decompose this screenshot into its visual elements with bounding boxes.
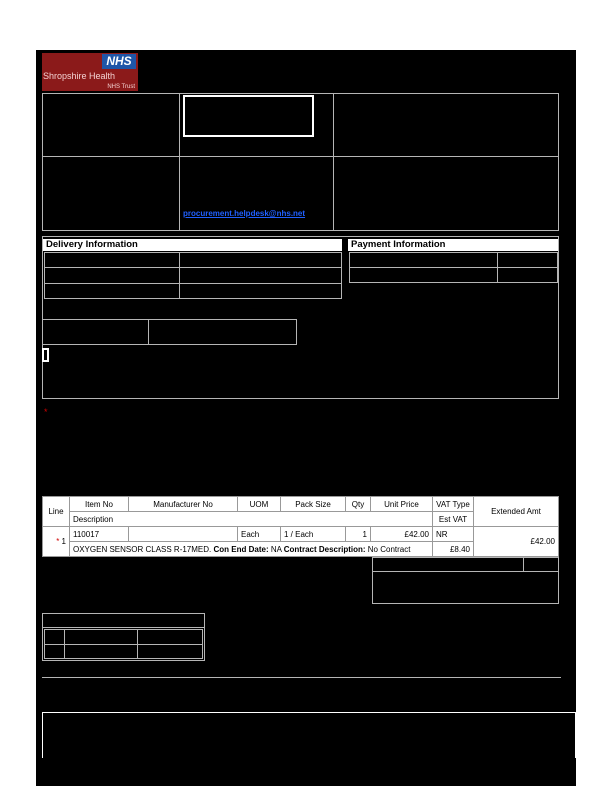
line-items-table bbox=[42, 496, 559, 557]
cell-line bbox=[43, 527, 70, 557]
col-description: Description bbox=[70, 512, 433, 527]
payment-info-header bbox=[348, 239, 558, 251]
col-uom: UOM bbox=[238, 497, 281, 512]
col-item-no: Item No bbox=[70, 497, 129, 512]
delivery-info-title: Delivery Information bbox=[43, 239, 342, 251]
col-pack-size: Pack Size bbox=[281, 497, 346, 512]
cell-manufacturer-no bbox=[129, 527, 238, 542]
required-marker: * bbox=[44, 407, 48, 417]
con-end-value: NA bbox=[270, 544, 282, 554]
cell-description bbox=[70, 542, 433, 557]
nhs-badge: NHS bbox=[102, 54, 136, 69]
cell-vat-type: NR bbox=[433, 527, 474, 542]
grid-divider bbox=[179, 93, 180, 231]
grid-divider bbox=[333, 93, 334, 231]
section-separator bbox=[42, 677, 561, 678]
totals-block bbox=[372, 557, 559, 604]
col-vat-type: VAT Type bbox=[433, 497, 474, 512]
reference-table bbox=[42, 319, 297, 345]
cell-pack-size: 1 / Each bbox=[281, 527, 346, 542]
table-divider bbox=[44, 267, 342, 268]
delivery-info-table bbox=[44, 252, 342, 299]
cell-unit-price: £42.00 bbox=[371, 527, 433, 542]
cell-est-vat: £8.40 bbox=[433, 542, 474, 557]
col-extended-amt: Extended Amt bbox=[474, 497, 559, 527]
cell-extended-amt: £42.00 bbox=[474, 527, 559, 557]
nhs-logo bbox=[42, 53, 138, 91]
delivery-info-header bbox=[43, 239, 342, 251]
description-text: OXYGEN SENSOR CLASS R-17MED. bbox=[73, 544, 212, 554]
order-number-box bbox=[183, 95, 314, 137]
con-end-label: Con End Date: bbox=[213, 544, 269, 554]
contract-value: No Contract bbox=[367, 544, 411, 554]
footer-notes-box bbox=[42, 712, 576, 758]
col-est-vat: Est VAT bbox=[433, 512, 474, 527]
cell-uom: Each bbox=[238, 527, 281, 542]
checkbox[interactable] bbox=[42, 348, 49, 362]
table-divider bbox=[44, 283, 342, 284]
table-divider bbox=[349, 267, 558, 268]
table-divider bbox=[179, 252, 180, 299]
cell-item-no: 110017 bbox=[70, 527, 129, 542]
table-divider bbox=[64, 629, 65, 659]
col-line: Line bbox=[43, 497, 70, 527]
contact-email-link[interactable]: procurement.helpdesk@nhs.net bbox=[183, 209, 306, 218]
totals-divider bbox=[372, 571, 559, 572]
table-divider bbox=[44, 644, 203, 645]
table-row bbox=[43, 527, 559, 542]
grid-divider bbox=[42, 156, 559, 157]
table-divider bbox=[137, 629, 138, 659]
col-qty: Qty bbox=[346, 497, 371, 512]
cell-qty: 1 bbox=[346, 527, 371, 542]
line-number: 1 bbox=[61, 537, 66, 546]
col-manufacturer-no: Manufacturer No bbox=[129, 497, 238, 512]
table-header-row bbox=[43, 497, 559, 512]
table-divider bbox=[42, 627, 205, 628]
logo-org-name: Shropshire Health bbox=[43, 71, 116, 81]
table-divider bbox=[148, 319, 149, 345]
logo-org-sub: NHS Trust bbox=[107, 84, 135, 90]
required-marker: * bbox=[56, 537, 60, 546]
contract-label: Contract Description: bbox=[283, 544, 366, 554]
col-unit-price: Unit Price bbox=[371, 497, 433, 512]
payment-info-title: Payment Information bbox=[348, 239, 558, 251]
totals-divider bbox=[523, 557, 524, 571]
